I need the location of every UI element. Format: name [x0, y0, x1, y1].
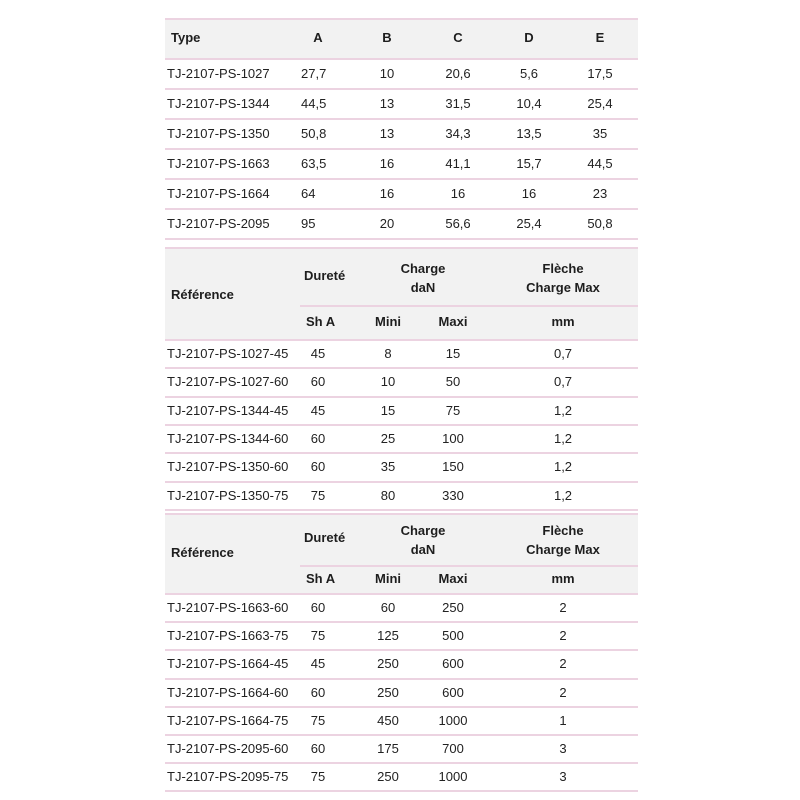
cell-fleche: 2 [559, 628, 567, 644]
cell-mini: 60 [380, 600, 396, 615]
cell-type: TJ-2107-PS-1664 [167, 186, 270, 201]
cell-mini: 8 [384, 346, 392, 361]
cell-e: 23 [592, 186, 608, 201]
header-fleche [526, 521, 600, 559]
cell-e: 17,5 [587, 66, 613, 81]
cell-reference: TJ-2107-PS-1344-60 [167, 430, 289, 446]
header-charge-line1: Charge [400, 261, 446, 276]
dimensions-header-background [165, 18, 638, 58]
cell-durete: 75 [310, 769, 326, 785]
cell-mini: 175 [377, 741, 399, 756]
cell-a: 63,5 [301, 156, 327, 171]
header-fleche-line1: Flèche [542, 261, 584, 276]
cell-reference: TJ-2107-PS-1663-75 [167, 628, 289, 644]
header-sh-a: Sh A [306, 571, 336, 586]
cell-mini: 250 [377, 656, 399, 672]
row-divider [165, 247, 638, 249]
row-divider [165, 58, 638, 60]
row-divider [165, 148, 638, 150]
cell-e: 50,8 [587, 216, 613, 231]
row-divider [165, 790, 638, 792]
header-d: D [524, 30, 534, 45]
cell-d: 13,5 [516, 126, 542, 141]
cell-reference: TJ-2107-PS-1027-45 [167, 346, 289, 361]
cell-d: 25,4 [516, 216, 542, 231]
cell-maxi: 75 [445, 402, 461, 418]
header-fleche [526, 259, 600, 297]
cell-maxi: 500 [442, 628, 464, 644]
header-mini: Mini [375, 571, 401, 586]
row-divider [165, 452, 638, 454]
row-divider [165, 621, 638, 623]
row-divider [300, 305, 638, 307]
cell-maxi: 250 [442, 600, 464, 615]
cell-durete: 60 [310, 684, 326, 700]
header-charge-line1: Charge [400, 523, 446, 538]
cell-a: 95 [301, 216, 316, 231]
cell-d: 10,4 [516, 96, 542, 111]
cell-a: 64 [301, 186, 316, 201]
cell-type: TJ-2107-PS-1027 [167, 66, 270, 81]
cell-reference: TJ-2107-PS-2095-75 [167, 769, 289, 785]
cell-durete: 60 [310, 374, 326, 390]
row-divider [165, 18, 638, 20]
header-durete: Dureté [304, 268, 346, 283]
row-divider [165, 706, 638, 708]
cell-fleche: 3 [559, 741, 567, 756]
cell-c: 16 [450, 186, 466, 201]
cell-fleche: 2 [559, 684, 567, 700]
header-b: B [382, 30, 392, 45]
cell-type: TJ-2107-PS-1344 [167, 96, 270, 111]
cell-durete: 45 [310, 402, 326, 418]
cell-reference: TJ-2107-PS-2095-60 [167, 741, 289, 756]
header-charge [401, 259, 446, 297]
row-divider [165, 118, 638, 120]
cell-b: 10 [379, 66, 395, 81]
cell-e: 35 [592, 126, 608, 141]
cell-c: 34,3 [445, 126, 471, 141]
load-table-1 [165, 247, 638, 509]
load-table-2 [165, 513, 638, 793]
header-reference: Référence [171, 545, 234, 560]
row-divider [165, 424, 638, 426]
cell-d: 16 [521, 186, 537, 201]
cell-reference: TJ-2107-PS-1663-60 [167, 600, 289, 615]
cell-durete: 75 [310, 487, 326, 503]
cell-durete: 60 [310, 741, 326, 756]
header-c: C [453, 30, 463, 45]
row-divider [165, 178, 638, 180]
cell-reference: TJ-2107-PS-1344-45 [167, 402, 289, 418]
cell-type: TJ-2107-PS-1350 [167, 126, 270, 141]
row-divider [165, 88, 638, 90]
cell-mini: 15 [380, 402, 396, 418]
cell-reference: TJ-2107-PS-1664-75 [167, 712, 289, 728]
cell-maxi: 15 [445, 346, 461, 361]
header-sh-a: Sh A [306, 314, 336, 329]
header-mini: Mini [375, 314, 401, 329]
header-a: A [313, 30, 323, 45]
cell-durete: 60 [310, 430, 326, 446]
cell-reference: TJ-2107-PS-1027-60 [167, 374, 289, 390]
header-fleche-line2: Charge Max [526, 280, 600, 295]
cell-e: 25,4 [587, 96, 613, 111]
cell-maxi: 330 [442, 487, 464, 503]
cell-mini: 450 [377, 712, 399, 728]
cell-c: 31,5 [445, 96, 471, 111]
row-divider [300, 565, 638, 567]
row-divider [165, 734, 638, 736]
row-divider [165, 481, 638, 483]
row-divider [165, 367, 638, 369]
cell-maxi: 1000 [438, 769, 468, 785]
cell-e: 44,5 [587, 156, 613, 171]
header-fleche-line2: Charge Max [526, 542, 600, 557]
cell-c: 41,1 [445, 156, 471, 171]
cell-fleche: 1,2 [553, 459, 573, 475]
cell-maxi: 600 [442, 656, 464, 672]
cell-maxi: 700 [442, 741, 464, 756]
cell-fleche: 0,7 [553, 346, 573, 361]
cell-durete: 45 [310, 346, 326, 361]
row-divider [165, 208, 638, 210]
cell-reference: TJ-2107-PS-1350-75 [167, 487, 289, 503]
cell-fleche: 2 [559, 656, 567, 672]
cell-mini: 125 [377, 628, 399, 644]
header-reference: Référence [171, 287, 234, 302]
row-divider [165, 513, 638, 515]
cell-maxi: 600 [442, 684, 464, 700]
cell-c: 56,6 [445, 216, 471, 231]
row-divider [165, 396, 638, 398]
cell-durete: 45 [310, 656, 326, 672]
cell-fleche: 0,7 [553, 374, 573, 390]
header-charge-line2: daN [410, 280, 436, 295]
cell-b: 16 [379, 156, 395, 171]
cell-maxi: 50 [445, 374, 461, 390]
cell-b: 16 [379, 186, 395, 201]
header-durete: Dureté [304, 530, 346, 545]
cell-maxi: 150 [442, 459, 464, 475]
cell-reference: TJ-2107-PS-1664-60 [167, 684, 289, 700]
row-divider [165, 238, 638, 240]
cell-reference: TJ-2107-PS-1664-45 [167, 656, 289, 672]
cell-mini: 250 [377, 684, 399, 700]
header-mm: mm [551, 314, 575, 329]
header-maxi: Maxi [438, 314, 468, 329]
cell-fleche: 2 [559, 600, 567, 615]
cell-mini: 250 [377, 769, 399, 785]
header-charge-line2: daN [410, 542, 436, 557]
header-e: E [595, 30, 605, 45]
header-fleche-line1: Flèche [542, 523, 584, 538]
row-divider [165, 678, 638, 680]
header-maxi: Maxi [438, 571, 468, 586]
cell-fleche: 1,2 [553, 430, 573, 446]
row-divider [165, 762, 638, 764]
cell-mini: 25 [380, 430, 396, 446]
header-mm: mm [551, 571, 575, 586]
row-divider [165, 339, 638, 341]
cell-durete: 75 [310, 712, 326, 728]
cell-maxi: 1000 [438, 712, 468, 728]
cell-b: 13 [379, 96, 395, 111]
header-type: Type [171, 30, 201, 45]
cell-a: 27,7 [301, 66, 327, 81]
row-divider [165, 593, 638, 595]
cell-maxi: 100 [442, 430, 464, 446]
cell-mini: 10 [380, 374, 396, 390]
cell-durete: 60 [310, 459, 326, 475]
row-divider [165, 509, 638, 511]
cell-fleche: 1,2 [553, 402, 573, 418]
cell-durete: 60 [310, 600, 326, 615]
cell-type: TJ-2107-PS-2095 [167, 216, 270, 231]
cell-fleche: 3 [559, 769, 567, 785]
cell-mini: 80 [380, 487, 396, 503]
cell-b: 20 [379, 216, 395, 231]
cell-mini: 35 [380, 459, 396, 475]
cell-durete: 75 [310, 628, 326, 644]
dimensions-table [165, 18, 638, 240]
cell-reference: TJ-2107-PS-1350-60 [167, 459, 289, 475]
cell-a: 44,5 [301, 96, 327, 111]
cell-fleche: 1 [559, 712, 567, 728]
cell-fleche: 1,2 [553, 487, 573, 503]
cell-type: TJ-2107-PS-1663 [167, 156, 270, 171]
cell-c: 20,6 [445, 66, 471, 81]
cell-d: 5,6 [519, 66, 539, 81]
cell-a: 50,8 [301, 126, 327, 141]
row-divider [165, 649, 638, 651]
cell-b: 13 [379, 126, 395, 141]
header-charge [401, 521, 446, 559]
cell-d: 15,7 [516, 156, 542, 171]
